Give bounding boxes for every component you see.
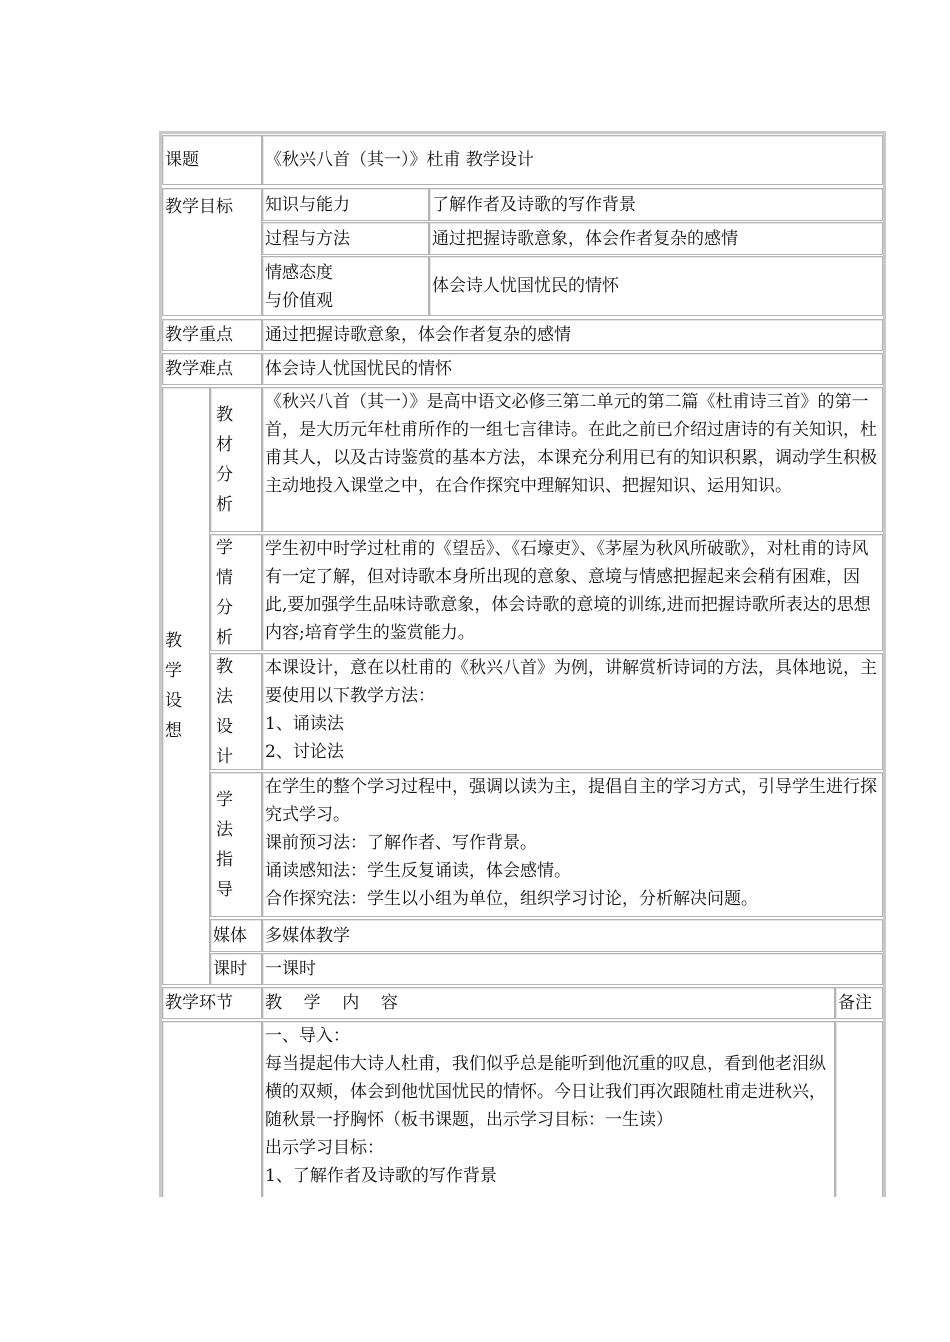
design-content-text: 一课时 [265,959,316,979]
objective-content-2 [429,222,883,255]
objectives-label [162,188,262,316]
objective-category-1 [262,188,429,221]
objective-category-text: 知识与能力 [265,194,350,215]
objectives-label-text: 教学目标 [165,197,233,217]
key-point-value [262,319,883,351]
difficulty-label-text: 教学难点 [165,359,233,379]
design-content-text: 在学生的整个学习过程中，强调以读为主，提倡自主的学习方式，引导学生进行探究式学习。 课前预习法：了解作者、写作背景。 诵读感知法：学生反复诵读，体会感情。 合作探究法：学生以小组为单位，组织学习讨论，分析解决问题。 [265,777,877,909]
design-sub-label-textbook [210,387,262,532]
design-sub-label-students [210,534,262,651]
key-point-label-text: 教学重点 [165,325,233,345]
design-sub-label-text: 课时 [213,959,247,979]
process-label-text: 教学环节 [165,993,233,1013]
design-sub-label-text: 媒体 [213,925,247,946]
key-point-value-text: 通过把握诗歌意象，体会作者复杂的感情 [265,325,571,345]
process-content-header [262,987,835,1019]
design-sub-label-media [210,919,262,952]
design-sub-label-method [210,653,262,770]
objective-category-2 [262,222,429,255]
title-value [262,135,883,185]
design-sub-label-hours [210,953,262,985]
difficulty-value-text: 体会诗人忧国忧民的情怀 [265,359,452,379]
design-content-media [262,919,883,952]
design-content-text: 学生初中时学过杜甫的《望岳》、《石壕吏》、《茅屋为秋风所破歌》，对杜甫的诗风有一定了解，但对诗歌本身所出现的意象、意境与情感把握起来会稍有困难，因此,要加强学生品味诗歌意象，体会诗歌的意境的训练,进而把握诗歌所表达的思想内容;培育学生的鉴赏能力。 [265,539,871,643]
process-stage-cell [162,1021,262,1197]
design-content-textbook [262,387,883,532]
process-label [162,987,262,1019]
design-content-method [262,653,883,770]
objective-content-text: 通过把握诗歌意象，体会作者复杂的感情 [432,228,738,249]
difficulty-label [162,353,262,385]
design-sub-label-text: 教材分析 [216,404,233,515]
design-content-text: 本课设计，意在以杜甫的《秋兴八首》为例，讲解赏析诗词的方法，具体地说，主要使用以下教学方法： 1、诵读法 2、讨论法 [265,658,877,762]
objective-category-text: 情感态度 与价值观 [265,263,333,311]
design-sub-label-learning [210,772,262,917]
objective-content-text: 体会诗人忧国忧民的情怀 [432,276,619,296]
title-value-text: 《秋兴八首（其一）》杜甫 教学设计 [265,150,534,170]
key-point-label [162,319,262,351]
process-content-header-text: 教 学 内 容 [265,993,398,1013]
process-note-header [835,987,883,1019]
objective-content-3 [429,256,883,316]
design-label [162,387,210,985]
design-content-students [262,534,883,651]
title-label [162,135,262,185]
process-content-body [262,1021,835,1197]
objective-content-1 [429,188,883,221]
design-content-learning [262,772,883,917]
title-label-text: 课题 [165,150,199,170]
process-content-body-text: 一、导入： 每当提起伟大诗人杜甫，我们似乎总是能听到他沉重的叹息，看到他老泪纵横的双颊，体会到他忧国忧民的情怀。今日让我们再次跟随杜甫走进秋兴，随秋景一抒胸怀（板书课题，出示学习目标：一生读） 出示学习目标： 1、了解作者及诗歌的写作背景 [265,1026,826,1186]
design-sub-label-text: 教法设计 [216,656,233,767]
design-content-text: 多媒体教学 [265,925,350,946]
design-sub-label-text: 学情分析 [216,537,233,648]
design-content-text: 《秋兴八首（其一）》是高中语文必修三第二单元的第二篇《杜甫诗三首》的第一首，是大历元年杜甫所作的一组七言律诗。在此之前已介绍过唐诗的有关知识，杜甫其人，以及古诗鉴赏的基本方法，本课充分利用已有的知识积累，调动学生积极主动地投入课堂之中，在合作探究中理解知识、把握知识、运用知识。 [265,392,877,496]
process-note-header-text: 备注 [838,993,872,1013]
design-sub-label-text: 学法指导 [216,789,233,900]
process-note-cell [835,1021,883,1197]
objective-category-3 [262,256,429,316]
objective-content-text: 了解作者及诗歌的写作背景 [432,194,636,215]
objective-category-text: 过程与方法 [265,228,350,249]
design-content-hours [262,953,883,985]
difficulty-value [262,353,883,385]
design-label-text: 教学设想 [165,631,182,741]
